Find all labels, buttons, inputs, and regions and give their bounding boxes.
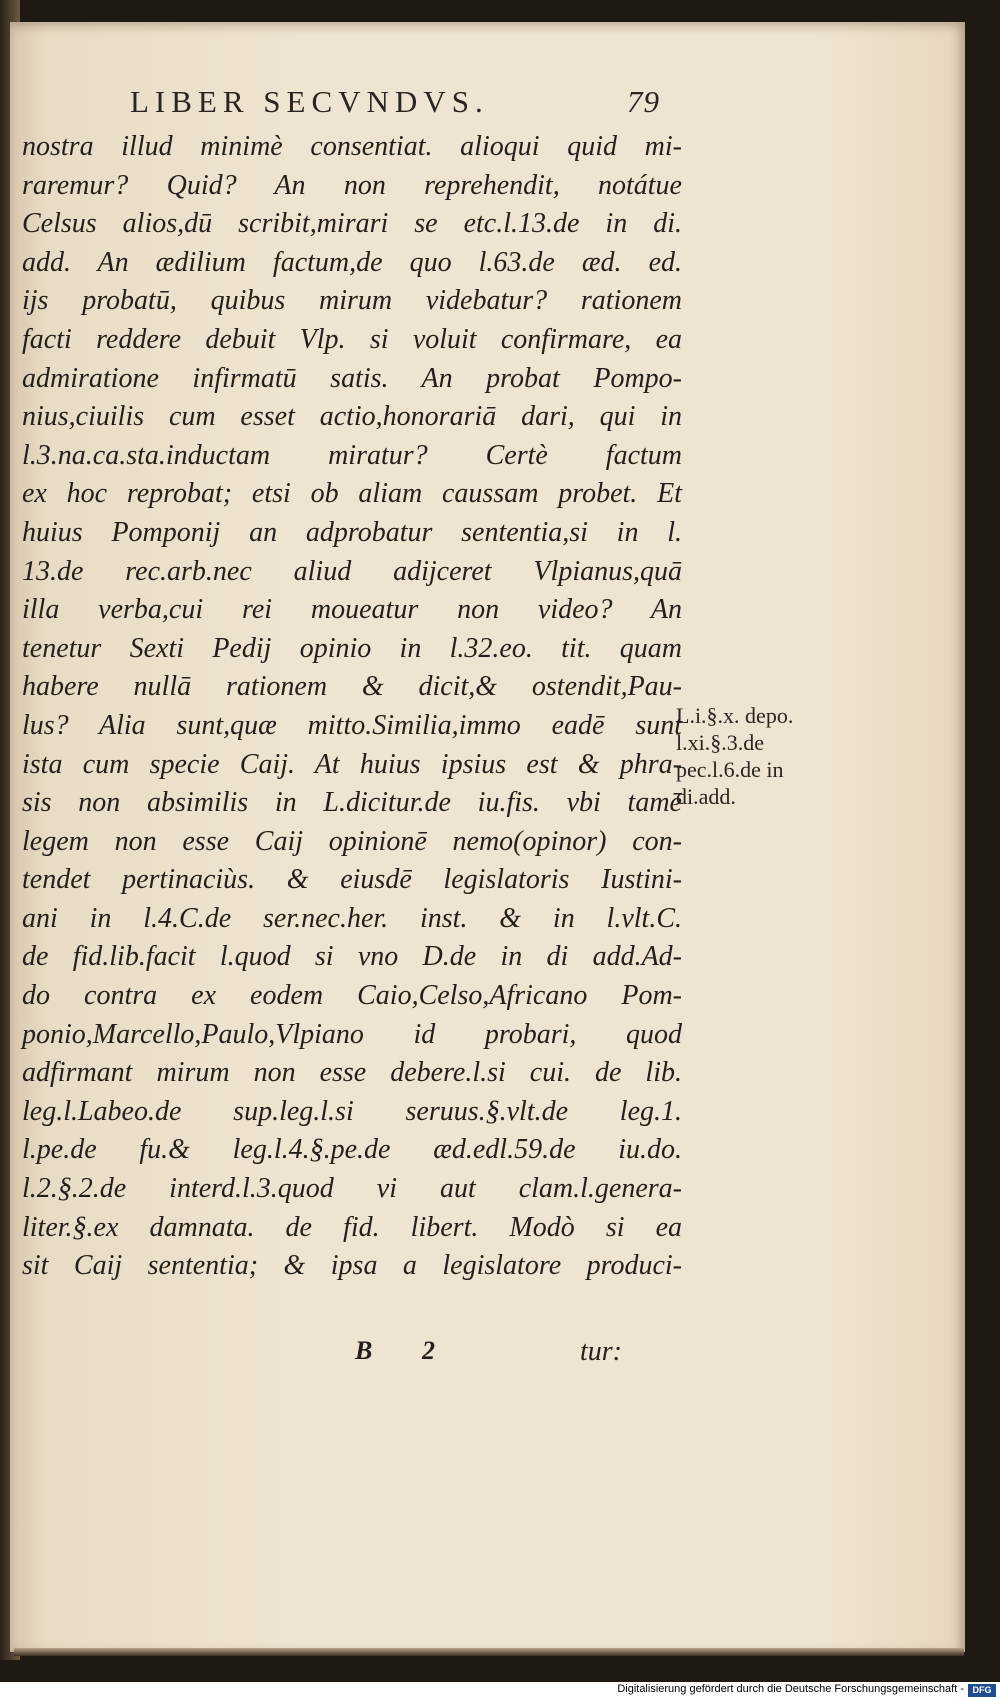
text-line: ijs probatū, quibus mirum videbatur? rationem bbox=[22, 285, 682, 317]
text-line: ex hoc reprobat; etsi ob aliam caussam probet. Et bbox=[22, 478, 682, 510]
text-line: do contra ex eodem Caio,Celso,Africano Pom- bbox=[22, 980, 682, 1012]
digitization-credit: Digitalisierung gefördert durch die Deutsche Forschungsgemeinschaft - bbox=[617, 1683, 964, 1695]
marginal-note-line: pec.l.6.de in bbox=[676, 757, 784, 782]
text-line: nostra illud minimè consentiat. alioqui quid mi- bbox=[22, 131, 682, 162]
text-line: lus? Alia sunt,quæ mitto.Similia,immo eadē sunt bbox=[22, 709, 682, 741]
text-line: admiratione infirmatū satis. An probat Pompo- bbox=[22, 362, 682, 394]
text-line: de fid.lib.facit l.quod si vno D.de in di add.Ad- bbox=[22, 941, 682, 973]
text-line: ista cum specie Caij. At huius ipsius est & phra- bbox=[22, 748, 682, 780]
text-line: raremur? Quid? An non reprehendit, notátue bbox=[22, 169, 682, 201]
text-line: sis non absimilis in L.dicitur.de iu.fis. vbi tamē bbox=[22, 787, 682, 819]
text-line: facti reddere debuit Vlp. si voluit confirmare, ea bbox=[22, 323, 682, 355]
page-number: 79 bbox=[627, 84, 660, 119]
marginal-note bbox=[676, 702, 846, 810]
text-line: habere nullā rationem & dicit,& ostendit,Pau- bbox=[22, 671, 682, 703]
signature-mark-letter: B bbox=[355, 1336, 373, 1365]
text-line: l.pe.de fu.& leg.l.4.§.pe.de æd.edl.59.de iu.do. bbox=[22, 1134, 682, 1166]
body-text bbox=[22, 128, 682, 1286]
text-line: leg.l.Labeo.de sup.leg.l.si seruus.§.vlt.de leg.1. bbox=[22, 1095, 682, 1127]
text-line: ani in l.4.C.de ser.nec.her. inst. & in l.vlt.C. bbox=[22, 902, 682, 934]
text-line: sit Caij sententia; & ipsa a legislatore produci- bbox=[22, 1250, 682, 1282]
text-line: add. An ædilium factum,de quo l.63.de æd. ed. bbox=[22, 246, 682, 278]
text-line: l.3.na.ca.sta.inductam miratur? Certè factum bbox=[22, 439, 682, 471]
catchword: tur: bbox=[580, 1336, 622, 1367]
running-head bbox=[130, 84, 660, 128]
text-line: liter.§.ex damnata. de fid. libert. Modò si ea bbox=[22, 1211, 682, 1243]
text-line: Celsus alios,dū scribit,mirari se etc.l.13.de in di. bbox=[22, 208, 682, 240]
text-line: nius,ciuilis cum esset actio,honorariā dari, qui in bbox=[22, 401, 682, 433]
running-head-title: LIBER SECVNDVS. bbox=[130, 84, 489, 119]
text-line: tenetur Sexti Pedij opinio in l.32.eo. tit. quam bbox=[22, 632, 682, 664]
text-line: ponio,Marcello,Paulo,Vlpiano id probari, quod bbox=[22, 1018, 682, 1050]
text-line: legem non esse Caij opinionē nemo(opinor) con- bbox=[22, 825, 682, 857]
marginal-note-line: l.xi.§.3.de bbox=[676, 730, 764, 755]
marginal-note-line: di.add. bbox=[676, 784, 736, 809]
signature-mark-number: 2 bbox=[422, 1336, 435, 1365]
text-line: l.2.§.2.de interd.l.3.quod vi aut clam.l.genera- bbox=[22, 1173, 682, 1205]
dfg-logo: DFG bbox=[968, 1684, 996, 1697]
text-line: adfirmant mirum non esse debere.l.si cui. de lib. bbox=[22, 1057, 682, 1089]
text-line: huius Pomponij an adprobatur sententia,si in l. bbox=[22, 516, 682, 548]
text-line: tendet pertinaciùs. & eiusdē legislatoris Iustini- bbox=[22, 864, 682, 896]
marginal-note-line: L.i.§.x. depo. bbox=[676, 703, 794, 728]
page-edge bbox=[14, 1648, 964, 1656]
text-line: illa verba,cui rei moueatur non video? An bbox=[22, 594, 682, 626]
text-line: 13.de rec.arb.nec aliud adijceret Vlpianus,quā bbox=[22, 555, 682, 587]
